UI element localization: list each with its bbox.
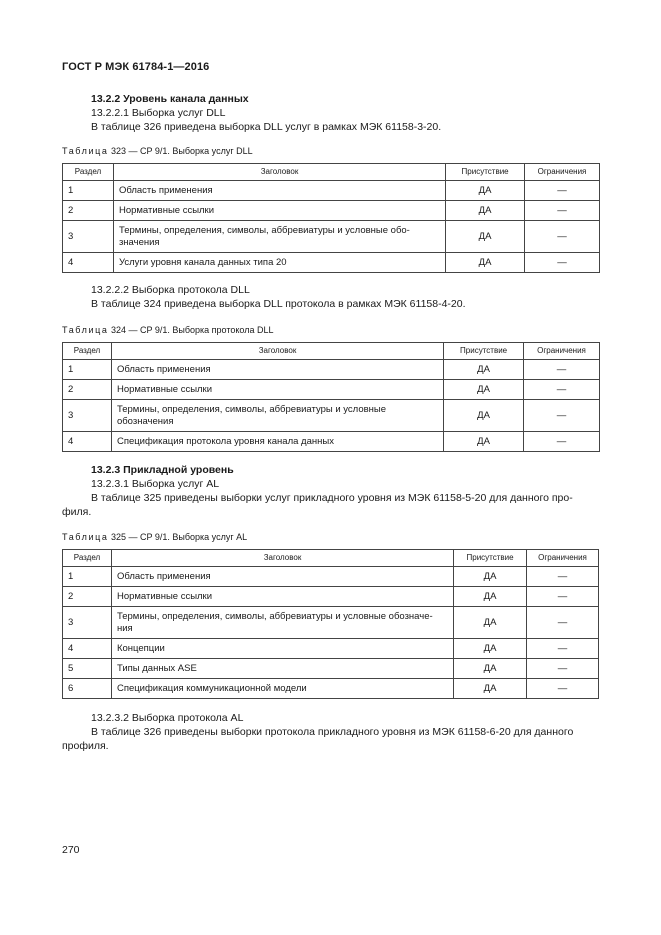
cell-title [111,607,453,639]
cell-presence: ДА [446,253,525,273]
cell-title-line: обозначения [116,415,174,427]
cell-title-line: Термины, определения, символы, аббревиатуры и условные [116,404,387,415]
column-header: Присутствие [454,550,527,567]
column-header: Присутствие [444,343,524,360]
column-header: Заголовок [111,550,453,567]
table-header-row [63,164,600,181]
section-heading-13-2-2: 13.2.2 Уровень канала данных [91,93,249,105]
cell-presence: ДА [444,432,524,452]
cell-presence: ДА [446,221,525,253]
table-row [63,221,600,253]
table-row [63,253,600,273]
document-header: ГОСТ Р МЭК 61784-1—2016 [62,61,210,73]
cell-title: Услуги уровня канала данных типа 20 [113,253,445,273]
column-header: Ограничения [525,164,600,181]
cell-section: 4 [63,639,112,659]
table-row [63,587,599,607]
table-header-row [63,343,600,360]
subsection-title-13-2-3-2: 13.2.3.2 Выборка протокола AL [91,712,244,724]
cell-section: 5 [63,659,112,679]
cell-title: Нормативные ссылки [111,587,453,607]
section-heading-13-2-3: 13.2.3 Прикладной уровень [91,464,234,476]
table-324-caption [62,325,274,335]
cell-title: Нормативные ссылки [113,201,445,221]
cell-limits: — [527,679,599,699]
caption-prefix: Таблица [62,325,109,335]
cell-title [113,221,445,253]
cell-limits: — [527,607,599,639]
table-row [63,679,599,699]
cell-title [111,400,443,432]
cell-limits: — [524,432,600,452]
cell-title: Типы данных ASE [111,659,453,679]
cell-limits: — [527,567,599,587]
table-row [63,400,600,432]
table-row [63,639,599,659]
cell-limits: — [524,400,600,432]
table-323-caption [62,146,253,156]
caption-text: 325 — CP 9/1. Выборка услуг AL [111,532,248,542]
caption-prefix: Таблица [62,532,109,542]
paragraph-13-2-3-2-line: В таблице 326 приведены выборки протокола прикладного уровня из МЭК 61158-6-20 для данного [91,726,574,738]
caption-prefix: Таблица [62,146,109,156]
cell-title: Нормативные ссылки [111,380,443,400]
caption-text: 324 — CP 9/1. Выборка протокола DLL [111,325,274,335]
table-row [63,181,600,201]
table-row [63,567,599,587]
cell-presence: ДА [444,380,524,400]
cell-section: 3 [63,221,114,253]
cell-section: 1 [63,181,114,201]
column-header: Раздел [63,164,114,181]
paragraph-13-2-2-2: В таблице 324 приведена выборка DLL протокола в рамках МЭК 61158-4-20. [91,298,466,310]
column-header: Заголовок [113,164,445,181]
paragraph-13-2-3-2-line: профиля. [62,740,109,752]
cell-title-line: значения [118,236,160,248]
paragraph-13-2-2-1: В таблице 326 приведена выборка DLL услуг в рамках МЭК 61158-3-20. [91,121,442,133]
column-header: Раздел [63,343,112,360]
cell-limits: — [527,659,599,679]
cell-title-line: ния [116,622,133,634]
cell-limits: — [527,587,599,607]
cell-section: 2 [63,380,112,400]
cell-title: Спецификация протокола уровня канала данных [111,432,443,452]
table-row [63,607,599,639]
cell-presence: ДА [454,639,527,659]
cell-section: 2 [63,201,114,221]
cell-limits: — [525,221,600,253]
cell-section: 1 [63,360,112,380]
column-header: Ограничения [524,343,600,360]
subsection-title-13-2-2-1: 13.2.2.1 Выборка услуг DLL [91,107,226,119]
column-header: Заголовок [111,343,443,360]
cell-presence: ДА [446,181,525,201]
cell-section: 4 [63,253,114,273]
cell-title: Спецификация коммуникационной модели [111,679,453,699]
table-row [63,432,600,452]
cell-title: Область применения [113,181,445,201]
page-number: 270 [62,844,80,856]
cell-title-line: Термины, определения, символы, аббревиатуры и условные обозначе- [116,611,433,622]
column-header: Раздел [63,550,112,567]
table-323 [62,163,600,273]
cell-title: Концепции [111,639,453,659]
cell-limits: — [525,253,600,273]
cell-section: 3 [63,400,112,432]
cell-title-line: Термины, определения, символы, аббревиатуры и условные обо- [118,225,410,236]
subsection-title-13-2-2-2: 13.2.2.2 Выборка протокола DLL [91,284,250,296]
paragraph-13-2-3-1-line: филя. [62,506,92,518]
cell-title: Область применения [111,360,443,380]
table-header-row [63,550,599,567]
table-325-caption [62,532,247,542]
cell-limits: — [524,360,600,380]
cell-limits: — [525,201,600,221]
column-header: Ограничения [527,550,599,567]
table-row [63,360,600,380]
cell-section: 4 [63,432,112,452]
cell-presence: ДА [446,201,525,221]
table-row [63,380,600,400]
cell-presence: ДА [454,567,527,587]
cell-section: 1 [63,567,112,587]
table-325 [62,549,599,699]
cell-limits: — [525,181,600,201]
cell-presence: ДА [454,587,527,607]
cell-section: 3 [63,607,112,639]
cell-presence: ДА [454,659,527,679]
cell-section: 6 [63,679,112,699]
cell-presence: ДА [444,360,524,380]
table-row [63,201,600,221]
subsection-title-13-2-3-1: 13.2.3.1 Выборка услуг AL [91,478,220,490]
cell-limits: — [527,639,599,659]
caption-text: 323 — CP 9/1. Выборка услуг DLL [111,146,253,156]
cell-section: 2 [63,587,112,607]
cell-presence: ДА [444,400,524,432]
cell-title: Область применения [111,567,453,587]
paragraph-13-2-3-1-line: В таблице 325 приведены выборки услуг прикладного уровня из МЭК 61158-5-20 для данного про- [91,492,573,504]
column-header: Присутствие [446,164,525,181]
table-row [63,659,599,679]
cell-presence: ДА [454,679,527,699]
cell-limits: — [524,380,600,400]
table-324 [62,342,600,452]
cell-presence: ДА [454,607,527,639]
